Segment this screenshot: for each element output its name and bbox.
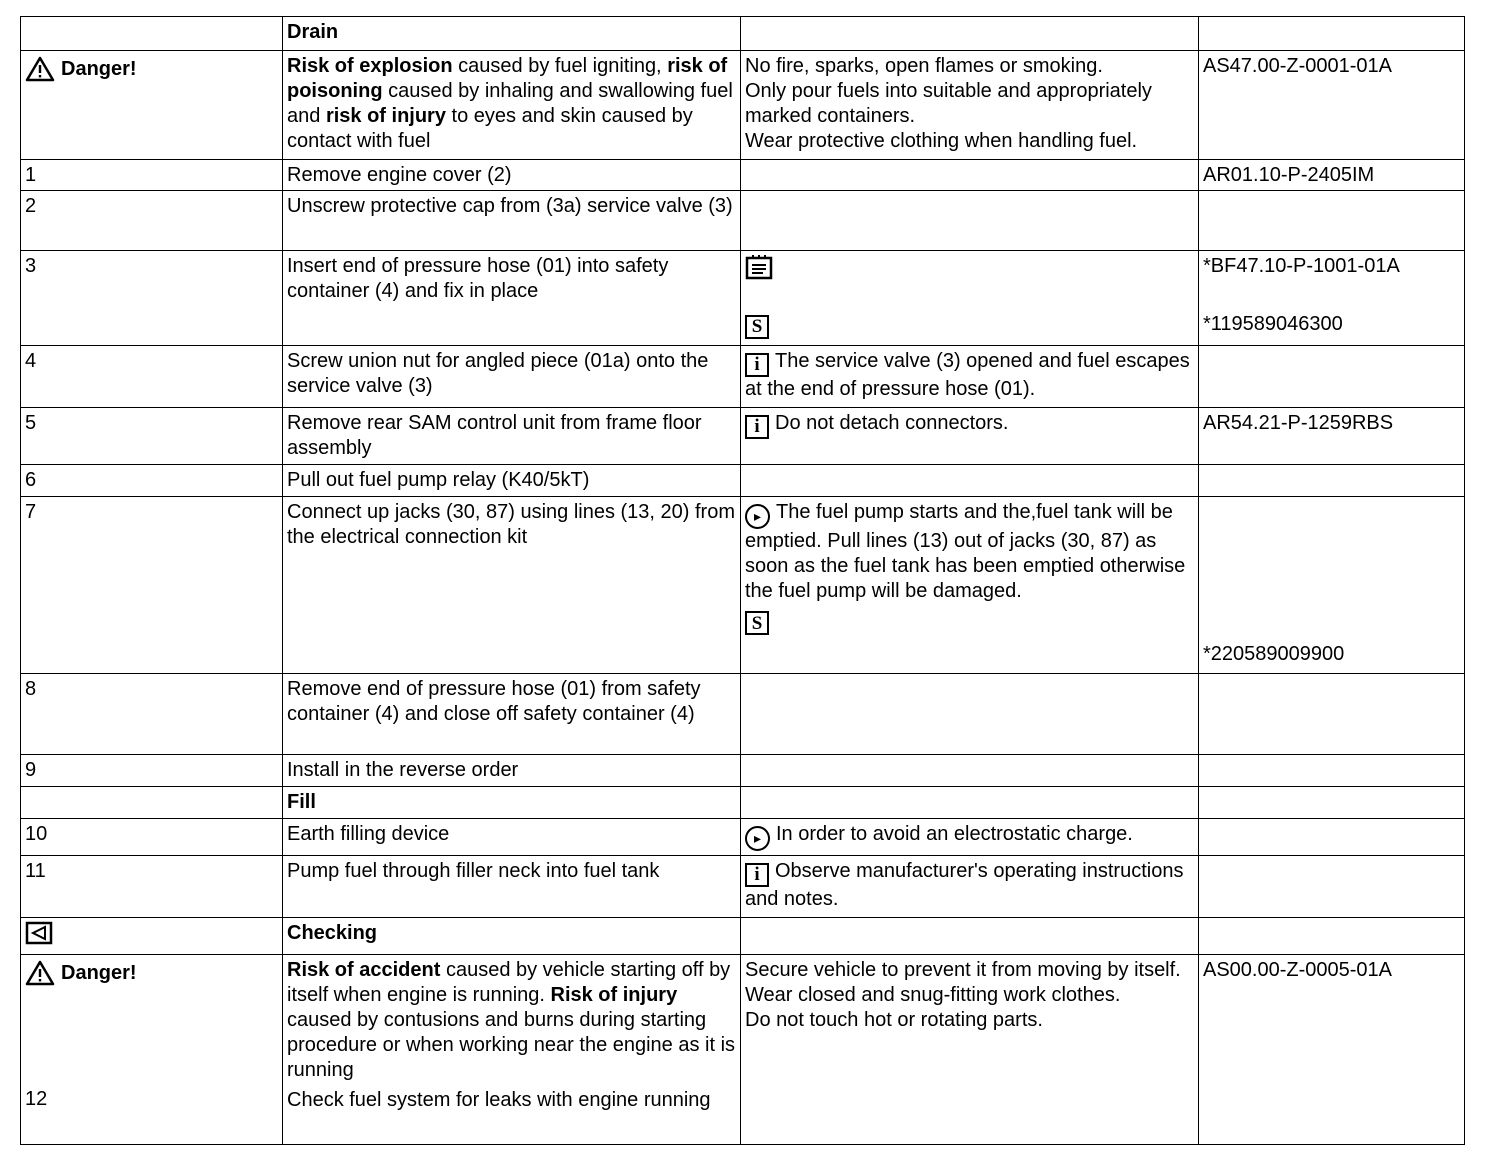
danger-description: Risk of explosion caused by fuel igniting, risk of poisoning caused by inhaling and swallowing fuel and risk of injury to eyes and skin caused by contact with fuel bbox=[283, 51, 741, 160]
step-ref: *119589046300 bbox=[1203, 313, 1343, 335]
section-row-fill bbox=[21, 787, 1465, 819]
step-note: i Do not detach connectors. bbox=[741, 408, 1199, 465]
step-row bbox=[21, 755, 1465, 787]
danger-label: Danger! bbox=[25, 54, 278, 82]
step-ref: AR54.21-P-1259RBS bbox=[1199, 408, 1465, 465]
info-icon: i bbox=[745, 863, 769, 887]
step-note: ▸ The fuel pump starts and the,fuel tank will be emptied. Pull lines (13) out of jacks (30, 87) as soon as the fuel tank has been emptied otherwise the fuel pump will be damaged. S bbox=[741, 497, 1199, 674]
warning-triangle-icon bbox=[25, 960, 55, 986]
step-number: 1 bbox=[21, 160, 283, 191]
step-row bbox=[21, 408, 1465, 465]
step-row bbox=[21, 856, 1465, 918]
notice-icon: ▸ bbox=[745, 504, 770, 529]
step-number: 6 bbox=[21, 465, 283, 497]
section-title-drain: Drain bbox=[283, 17, 741, 51]
document-icon bbox=[745, 254, 773, 280]
section-title-checking: Checking bbox=[283, 918, 741, 955]
step-row bbox=[21, 191, 1465, 251]
step-ref: *220589009900 bbox=[1199, 497, 1465, 674]
danger-ref: AS00.00-Z-0005-01A bbox=[1199, 955, 1465, 1145]
step-number: 8 bbox=[21, 674, 283, 755]
danger-notes: Secure vehicle to prevent it from moving by itself. Wear closed and snug-fitting work clothes. Do not touch hot or rotating parts. bbox=[741, 955, 1199, 1145]
step-number: 4 bbox=[21, 346, 283, 408]
step-number: 10 bbox=[21, 819, 283, 856]
danger-description: Risk of accident caused by vehicle starting off by itself when engine is running. Risk of injury caused by contusions and burns during starting procedure or when working near the engine as it is running bbox=[287, 959, 736, 1081]
step-number: 5 bbox=[21, 408, 283, 465]
step-text: Check fuel system for leaks with engine running bbox=[287, 1089, 711, 1111]
section-title-fill: Fill bbox=[283, 787, 741, 819]
step-row bbox=[21, 251, 1465, 346]
step-text: Remove end of pressure hose (01) from safety container (4) and close off safety container (4) bbox=[283, 674, 741, 755]
checking-marker-icon bbox=[25, 921, 53, 945]
info-icon: i bbox=[745, 353, 769, 377]
procedure-table bbox=[20, 16, 1465, 1145]
step-number: 7 bbox=[21, 497, 283, 674]
step-row bbox=[21, 674, 1465, 755]
step-text: Unscrew protective cap from (3a) service valve (3) bbox=[283, 191, 741, 251]
step-note: i Observe manufacturer's operating instructions and notes. bbox=[741, 856, 1199, 918]
danger-notes: No fire, sparks, open flames or smoking. Only pour fuels into suitable and appropriately marked containers. Wear protective clothing when handling fuel. bbox=[741, 51, 1199, 160]
step-text: Remove engine cover (2) bbox=[283, 160, 741, 191]
section-row-drain bbox=[21, 17, 1465, 51]
step-text: Remove rear SAM control unit from frame floor assembly bbox=[283, 408, 741, 465]
step-text: Install in the reverse order bbox=[283, 755, 741, 787]
danger-ref: AS47.00-Z-0001-01A bbox=[1199, 51, 1465, 160]
step-number: 12 bbox=[25, 1088, 48, 1110]
info-icon: i bbox=[745, 415, 769, 439]
step-row bbox=[21, 465, 1465, 497]
step-text: Insert end of pressure hose (01) into safety container (4) and fix in place bbox=[283, 251, 741, 346]
step-ref: *BF47.10-P-1001-01A bbox=[1203, 255, 1400, 277]
step-number: 9 bbox=[21, 755, 283, 787]
notice-icon: ▸ bbox=[745, 826, 770, 851]
step-row bbox=[21, 819, 1465, 856]
step-note: i The service valve (3) opened and fuel escapes at the end of pressure hose (01). bbox=[741, 346, 1199, 408]
special-tool-icon: S bbox=[745, 611, 769, 635]
step-row bbox=[21, 346, 1465, 408]
step-number: 2 bbox=[21, 191, 283, 251]
danger-row-engine bbox=[21, 955, 1465, 1145]
step-row bbox=[21, 160, 1465, 191]
step-row bbox=[21, 497, 1465, 674]
step-text: Earth filling device bbox=[283, 819, 741, 856]
step-number: 3 bbox=[21, 251, 283, 346]
danger-row-fuel bbox=[21, 51, 1465, 160]
step-note: ▸ In order to avoid an electrostatic charge. bbox=[741, 819, 1199, 856]
step-text: Connect up jacks (30, 87) using lines (13, 20) from the electrical connection kit bbox=[283, 497, 741, 674]
step-number: 11 bbox=[21, 856, 283, 918]
step-text: Pump fuel through filler neck into fuel tank bbox=[283, 856, 741, 918]
step-ref: AR01.10-P-2405IM bbox=[1199, 160, 1465, 191]
step-text: Pull out fuel pump relay (K40/5kT) bbox=[283, 465, 741, 497]
special-tool-icon: S bbox=[745, 315, 769, 339]
warning-triangle-icon bbox=[25, 56, 55, 82]
danger-label: Danger! bbox=[25, 958, 278, 986]
section-row-checking bbox=[21, 918, 1465, 955]
step-text: Screw union nut for angled piece (01a) onto the service valve (3) bbox=[283, 346, 741, 408]
